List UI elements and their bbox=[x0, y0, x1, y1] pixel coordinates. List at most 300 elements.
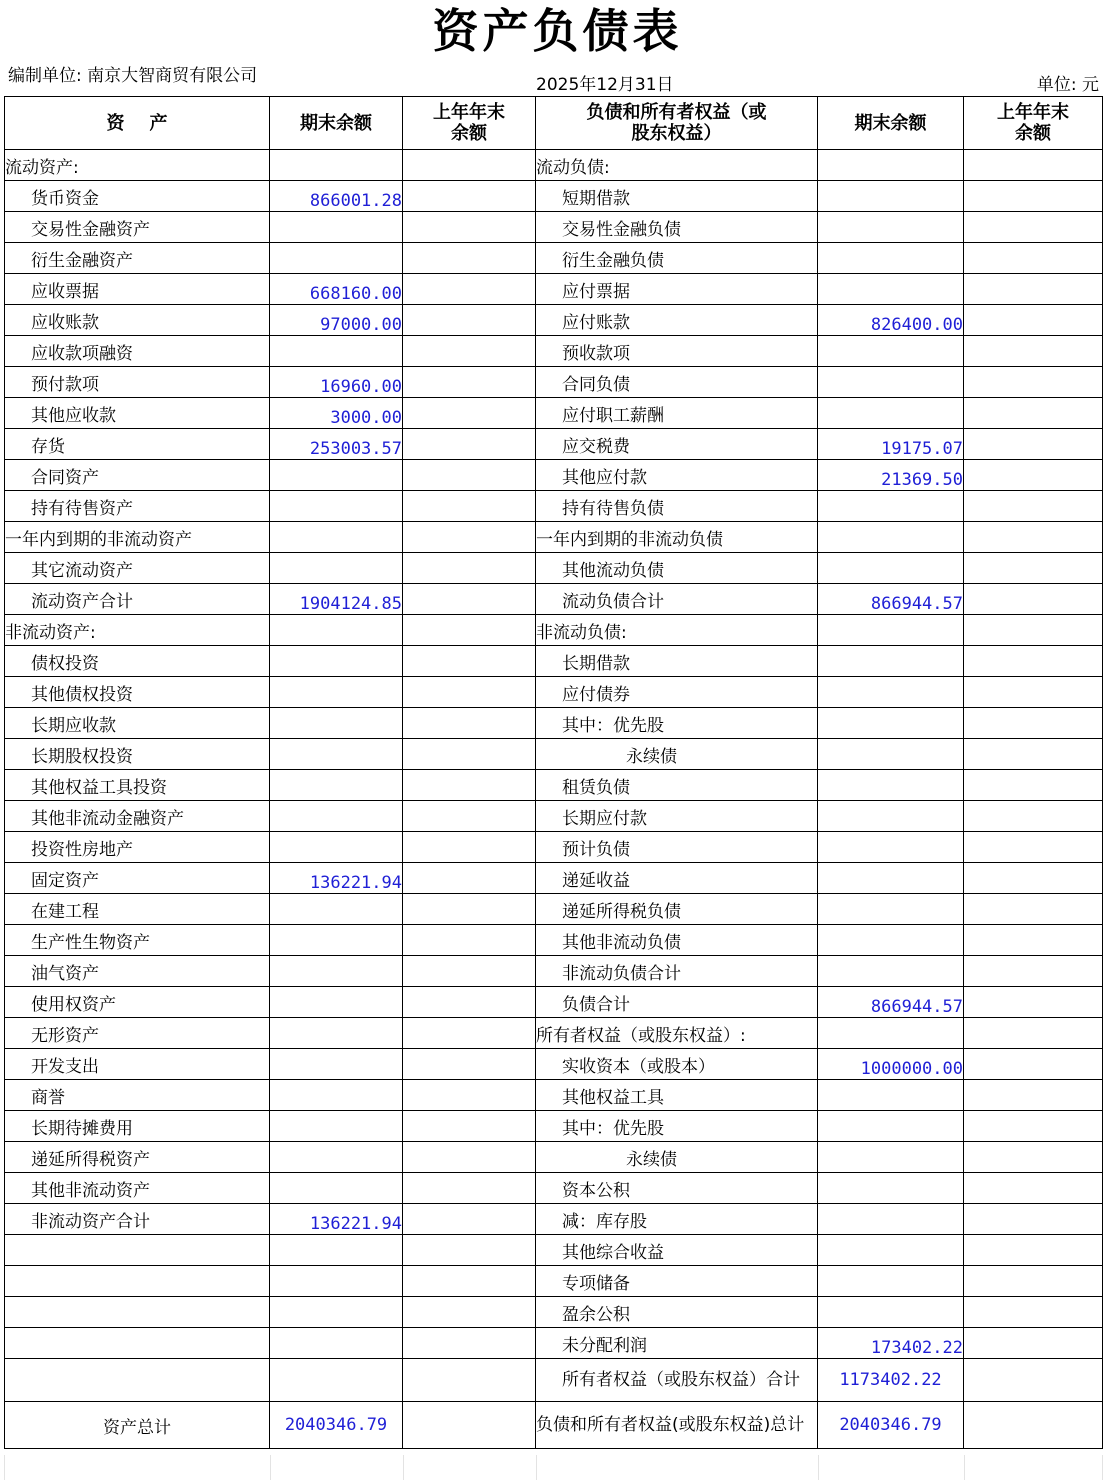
liability-end-balance[interactable] bbox=[818, 1173, 964, 1204]
table-row bbox=[5, 212, 1103, 243]
asset-prev-balance[interactable] bbox=[403, 1359, 536, 1402]
asset-end-balance[interactable] bbox=[270, 1049, 403, 1080]
asset-item-label[interactable]: 预付款项 bbox=[5, 367, 270, 398]
col-header-assets[interactable]: 资 产 bbox=[5, 97, 270, 150]
asset-item-label[interactable]: 使用权资产 bbox=[5, 987, 270, 1018]
liability-item-label[interactable]: 所有者权益（或股东权益）: bbox=[536, 1018, 818, 1049]
sheet-gridline bbox=[818, 1455, 819, 1480]
liability-end-balance[interactable] bbox=[818, 646, 964, 677]
asset-end-balance[interactable] bbox=[270, 925, 403, 956]
liability-prev-balance[interactable] bbox=[964, 1080, 1103, 1111]
asset-end-balance[interactable] bbox=[270, 1266, 403, 1297]
asset-prev-balance[interactable] bbox=[403, 1018, 536, 1049]
asset-item-label[interactable]: 应收票据 bbox=[5, 274, 270, 305]
liability-prev-balance[interactable] bbox=[964, 925, 1103, 956]
liability-prev-balance[interactable] bbox=[964, 460, 1103, 491]
liability-end-balance[interactable] bbox=[818, 1080, 964, 1111]
asset-end-balance[interactable] bbox=[270, 894, 403, 925]
liability-item-label[interactable]: 流动负债合计 bbox=[536, 584, 818, 615]
asset-end-balance[interactable] bbox=[270, 150, 403, 181]
table-row bbox=[5, 832, 1103, 863]
preparer-unit: 编制单位: 南京大智商贸有限公司 bbox=[8, 66, 258, 86]
asset-prev-balance[interactable] bbox=[403, 336, 536, 367]
liability-end-balance[interactable] bbox=[818, 1142, 964, 1173]
liability-end-balance[interactable] bbox=[818, 336, 964, 367]
asset-end-balance[interactable]: 16960.00 bbox=[270, 367, 403, 398]
liability-item-label[interactable]: 实收资本（或股本） bbox=[536, 1049, 818, 1080]
asset-item-label[interactable]: 存货 bbox=[5, 429, 270, 460]
asset-item-label[interactable]: 流动资产: bbox=[5, 150, 270, 181]
table-row bbox=[5, 305, 1103, 336]
liability-prev-balance[interactable] bbox=[964, 832, 1103, 863]
liability-prev-balance[interactable] bbox=[964, 739, 1103, 770]
asset-prev-balance[interactable] bbox=[403, 522, 536, 553]
liability-item-label[interactable]: 租赁负债 bbox=[536, 770, 818, 801]
table-row bbox=[5, 1328, 1103, 1359]
liability-item-label[interactable]: 长期应付款 bbox=[536, 801, 818, 832]
liability-item-label[interactable]: 衍生金融负债 bbox=[536, 243, 818, 274]
col-header-liabilities-equity[interactable]: 负债和所有者权益（或股东权益） bbox=[536, 97, 818, 150]
liability-prev-balance[interactable] bbox=[964, 1235, 1103, 1266]
asset-item-label[interactable]: 油气资产 bbox=[5, 956, 270, 987]
liability-end-balance[interactable] bbox=[818, 212, 964, 243]
currency-unit: 单位: 元 bbox=[1036, 75, 1099, 95]
asset-prev-balance[interactable] bbox=[403, 398, 536, 429]
liability-prev-balance[interactable] bbox=[964, 1142, 1103, 1173]
asset-prev-balance[interactable] bbox=[403, 615, 536, 646]
asset-item-label[interactable]: 投资性房地产 bbox=[5, 832, 270, 863]
balance-sheet-table bbox=[4, 96, 1103, 1449]
table-row bbox=[5, 646, 1103, 677]
table-row bbox=[5, 522, 1103, 553]
liability-prev-balance[interactable] bbox=[964, 584, 1103, 615]
liability-prev-balance[interactable] bbox=[964, 491, 1103, 522]
table-row bbox=[5, 894, 1103, 925]
asset-item-label[interactable]: 一年内到期的非流动资产 bbox=[5, 522, 270, 553]
liability-item-label[interactable]: 其他流动负债 bbox=[536, 553, 818, 584]
asset-end-balance[interactable] bbox=[270, 646, 403, 677]
liability-item-label[interactable]: 预计负债 bbox=[536, 832, 818, 863]
asset-item-label[interactable]: 长期待摊费用 bbox=[5, 1111, 270, 1142]
report-title: 资产负债表 bbox=[432, 4, 683, 58]
asset-prev-balance[interactable] bbox=[403, 491, 536, 522]
asset-end-balance[interactable] bbox=[270, 553, 403, 584]
asset-item-label[interactable]: 长期应收款 bbox=[5, 708, 270, 739]
liability-end-balance[interactable] bbox=[818, 1235, 964, 1266]
col-header-liab-end-balance[interactable]: 期末余额 bbox=[818, 97, 964, 150]
liability-prev-balance[interactable] bbox=[964, 1111, 1103, 1142]
table-row bbox=[5, 150, 1103, 181]
liability-item-label[interactable]: 减：库存股 bbox=[536, 1204, 818, 1235]
asset-end-balance[interactable] bbox=[270, 801, 403, 832]
asset-end-balance[interactable] bbox=[270, 956, 403, 987]
liability-end-balance[interactable] bbox=[818, 491, 964, 522]
asset-item-label[interactable]: 交易性金融资产 bbox=[5, 212, 270, 243]
table-row bbox=[5, 801, 1103, 832]
liability-item-label[interactable]: 非流动负债合计 bbox=[536, 956, 818, 987]
liability-prev-balance[interactable] bbox=[964, 553, 1103, 584]
liability-end-balance[interactable] bbox=[818, 150, 964, 181]
liability-end-balance[interactable] bbox=[818, 863, 964, 894]
liability-prev-balance[interactable] bbox=[964, 894, 1103, 925]
asset-item-label[interactable]: 非流动资产: bbox=[5, 615, 270, 646]
liability-end-balance[interactable] bbox=[818, 1297, 964, 1328]
liability-end-balance[interactable]: 19175.07 bbox=[818, 429, 964, 460]
liability-prev-balance[interactable] bbox=[964, 1173, 1103, 1204]
table-row bbox=[5, 863, 1103, 894]
liability-item-label[interactable]: 永续债 bbox=[536, 1142, 818, 1173]
liability-item-label[interactable]: 资本公积 bbox=[536, 1173, 818, 1204]
liability-item-label[interactable]: 应付账款 bbox=[536, 305, 818, 336]
liability-item-label[interactable]: 一年内到期的非流动负债 bbox=[536, 522, 818, 553]
asset-prev-balance[interactable] bbox=[403, 739, 536, 770]
liability-item-label[interactable]: 持有待售负债 bbox=[536, 491, 818, 522]
asset-end-balance[interactable] bbox=[270, 460, 403, 491]
liability-prev-balance[interactable] bbox=[964, 615, 1103, 646]
liability-end-balance[interactable] bbox=[818, 243, 964, 274]
col-header-asset-prev-balance[interactable]: 上年年末余额 bbox=[403, 97, 536, 150]
liability-end-balance[interactable] bbox=[818, 739, 964, 770]
table-row bbox=[5, 460, 1103, 491]
asset-prev-balance[interactable] bbox=[403, 553, 536, 584]
liability-item-label[interactable]: 其中：优先股 bbox=[536, 1111, 818, 1142]
asset-end-balance[interactable]: 253003.57 bbox=[270, 429, 403, 460]
table-row bbox=[5, 1359, 1103, 1402]
liability-prev-balance[interactable] bbox=[964, 367, 1103, 398]
liability-item-label[interactable]: 永续债 bbox=[536, 739, 818, 770]
asset-prev-balance[interactable] bbox=[403, 212, 536, 243]
liability-item-label[interactable]: 应付票据 bbox=[536, 274, 818, 305]
liability-item-label[interactable]: 交易性金融负债 bbox=[536, 212, 818, 243]
asset-end-balance[interactable] bbox=[270, 1142, 403, 1173]
liability-prev-balance[interactable] bbox=[964, 1018, 1103, 1049]
liability-end-balance[interactable] bbox=[818, 181, 964, 212]
table-row bbox=[5, 1142, 1103, 1173]
sheet-gridline bbox=[4, 1455, 5, 1480]
asset-end-balance[interactable] bbox=[270, 1235, 403, 1266]
asset-item-label[interactable]: 开发支出 bbox=[5, 1049, 270, 1080]
grand-total-row bbox=[5, 1402, 1103, 1449]
liability-item-label[interactable]: 盈余公积 bbox=[536, 1297, 818, 1328]
table-row bbox=[5, 1235, 1103, 1266]
asset-prev-balance[interactable] bbox=[403, 274, 536, 305]
table-row bbox=[5, 739, 1103, 770]
liability-item-label[interactable]: 其他综合收益 bbox=[536, 1235, 818, 1266]
asset-end-balance[interactable] bbox=[270, 708, 403, 739]
liability-item-label[interactable]: 其他非流动负债 bbox=[536, 925, 818, 956]
liability-end-balance[interactable] bbox=[818, 367, 964, 398]
liability-prev-balance[interactable] bbox=[964, 770, 1103, 801]
asset-end-balance[interactable] bbox=[270, 491, 403, 522]
table-row bbox=[5, 1204, 1103, 1235]
liability-prev-balance[interactable] bbox=[964, 1204, 1103, 1235]
liability-item-label[interactable]: 其他应付款 bbox=[536, 460, 818, 491]
table-row bbox=[5, 925, 1103, 956]
liability-prev-balance[interactable] bbox=[964, 646, 1103, 677]
liability-prev-balance[interactable] bbox=[964, 274, 1103, 305]
asset-prev-balance[interactable] bbox=[403, 1111, 536, 1142]
liability-item-label[interactable]: 非流动负债: bbox=[536, 615, 818, 646]
table-row bbox=[5, 677, 1103, 708]
liability-prev-balance[interactable] bbox=[964, 150, 1103, 181]
liability-end-balance[interactable] bbox=[818, 615, 964, 646]
asset-end-balance[interactable] bbox=[270, 1173, 403, 1204]
liab-equity-total-prev[interactable] bbox=[964, 1402, 1103, 1449]
liability-item-label[interactable]: 应付职工薪酬 bbox=[536, 398, 818, 429]
asset-prev-balance[interactable] bbox=[403, 460, 536, 491]
asset-end-balance[interactable] bbox=[270, 1297, 403, 1328]
asset-end-balance[interactable]: 97000.00 bbox=[270, 305, 403, 336]
liab-equity-total-value[interactable]: 2040346.79 bbox=[818, 1402, 964, 1449]
asset-item-label[interactable]: 流动资产合计 bbox=[5, 584, 270, 615]
asset-prev-balance[interactable] bbox=[403, 801, 536, 832]
asset-item-label[interactable]: 其他非流动资产 bbox=[5, 1173, 270, 1204]
liability-prev-balance[interactable] bbox=[964, 677, 1103, 708]
liability-prev-balance[interactable] bbox=[964, 305, 1103, 336]
asset-item-label[interactable] bbox=[5, 1359, 270, 1402]
liability-prev-balance[interactable] bbox=[964, 522, 1103, 553]
asset-prev-balance[interactable] bbox=[403, 925, 536, 956]
liability-item-label[interactable]: 长期借款 bbox=[536, 646, 818, 677]
asset-total-prev[interactable] bbox=[403, 1402, 536, 1449]
liability-end-balance[interactable]: 1173402.22 bbox=[818, 1359, 964, 1402]
table-row bbox=[5, 367, 1103, 398]
table-row bbox=[5, 274, 1103, 305]
liability-end-balance[interactable] bbox=[818, 1266, 964, 1297]
liability-end-balance[interactable] bbox=[818, 1018, 964, 1049]
asset-prev-balance[interactable] bbox=[403, 1080, 536, 1111]
asset-item-label[interactable]: 其他应收款 bbox=[5, 398, 270, 429]
asset-prev-balance[interactable] bbox=[403, 770, 536, 801]
asset-item-label[interactable] bbox=[5, 1235, 270, 1266]
liability-end-balance[interactable]: 1000000.00 bbox=[818, 1049, 964, 1080]
asset-prev-balance[interactable] bbox=[403, 708, 536, 739]
asset-end-balance[interactable] bbox=[270, 832, 403, 863]
asset-end-balance[interactable] bbox=[270, 336, 403, 367]
liability-prev-balance[interactable] bbox=[964, 708, 1103, 739]
asset-prev-balance[interactable] bbox=[403, 1049, 536, 1080]
asset-item-label[interactable]: 递延所得税资产 bbox=[5, 1142, 270, 1173]
asset-end-balance[interactable] bbox=[270, 1080, 403, 1111]
liability-item-label[interactable]: 应付债券 bbox=[536, 677, 818, 708]
liability-end-balance[interactable] bbox=[818, 274, 964, 305]
asset-item-label[interactable]: 货币资金 bbox=[5, 181, 270, 212]
asset-prev-balance[interactable] bbox=[403, 987, 536, 1018]
liability-item-label[interactable]: 短期借款 bbox=[536, 181, 818, 212]
liability-item-label[interactable]: 递延所得税负债 bbox=[536, 894, 818, 925]
liability-item-label[interactable]: 未分配利润 bbox=[536, 1328, 818, 1359]
asset-total-value[interactable]: 2040346.79 bbox=[270, 1402, 403, 1449]
liability-prev-balance[interactable] bbox=[964, 1266, 1103, 1297]
liability-prev-balance[interactable] bbox=[964, 956, 1103, 987]
asset-end-balance[interactable]: 668160.00 bbox=[270, 274, 403, 305]
liability-prev-balance[interactable] bbox=[964, 181, 1103, 212]
liability-item-label[interactable]: 应交税费 bbox=[536, 429, 818, 460]
asset-end-balance[interactable]: 3000.00 bbox=[270, 398, 403, 429]
asset-prev-balance[interactable] bbox=[403, 1328, 536, 1359]
liability-prev-balance[interactable] bbox=[964, 336, 1103, 367]
asset-prev-balance[interactable] bbox=[403, 584, 536, 615]
table-row bbox=[5, 1297, 1103, 1328]
asset-end-balance[interactable] bbox=[270, 1328, 403, 1359]
table-row bbox=[5, 1111, 1103, 1142]
asset-end-balance[interactable] bbox=[270, 522, 403, 553]
asset-end-balance[interactable]: 1904124.85 bbox=[270, 584, 403, 615]
asset-item-label[interactable] bbox=[5, 1266, 270, 1297]
asset-end-balance[interactable] bbox=[270, 615, 403, 646]
table-row bbox=[5, 429, 1103, 460]
asset-item-label[interactable]: 在建工程 bbox=[5, 894, 270, 925]
col-header-asset-end-balance[interactable]: 期末余额 bbox=[270, 97, 403, 150]
asset-prev-balance[interactable] bbox=[403, 429, 536, 460]
liability-end-balance[interactable]: 21369.50 bbox=[818, 460, 964, 491]
table-row bbox=[5, 491, 1103, 522]
sheet-gridline bbox=[1102, 1455, 1103, 1480]
asset-item-label[interactable]: 衍生金融资产 bbox=[5, 243, 270, 274]
asset-prev-balance[interactable] bbox=[403, 863, 536, 894]
asset-end-balance[interactable] bbox=[270, 1018, 403, 1049]
asset-item-label[interactable]: 应收款项融资 bbox=[5, 336, 270, 367]
sheet-gridline bbox=[270, 1455, 271, 1480]
asset-prev-balance[interactable] bbox=[403, 1204, 536, 1235]
liability-prev-balance[interactable] bbox=[964, 1049, 1103, 1080]
liability-end-balance[interactable] bbox=[818, 398, 964, 429]
liability-end-balance[interactable] bbox=[818, 894, 964, 925]
table-row bbox=[5, 956, 1103, 987]
asset-item-label[interactable]: 持有待售资产 bbox=[5, 491, 270, 522]
table-row bbox=[5, 1049, 1103, 1080]
liability-end-balance[interactable] bbox=[818, 832, 964, 863]
liability-prev-balance[interactable] bbox=[964, 1328, 1103, 1359]
table-row bbox=[5, 584, 1103, 615]
asset-item-label[interactable]: 其它流动资产 bbox=[5, 553, 270, 584]
liability-item-label[interactable]: 流动负债: bbox=[536, 150, 818, 181]
asset-item-label[interactable] bbox=[5, 1328, 270, 1359]
liability-end-balance[interactable] bbox=[818, 1204, 964, 1235]
liability-prev-balance[interactable] bbox=[964, 801, 1103, 832]
liability-item-label[interactable]: 合同负债 bbox=[536, 367, 818, 398]
liability-item-label[interactable]: 其他权益工具 bbox=[536, 1080, 818, 1111]
asset-end-balance[interactable] bbox=[270, 1359, 403, 1402]
asset-prev-balance[interactable] bbox=[403, 1266, 536, 1297]
asset-end-balance[interactable]: 866001.28 bbox=[270, 181, 403, 212]
asset-end-balance[interactable] bbox=[270, 243, 403, 274]
liability-end-balance[interactable] bbox=[818, 708, 964, 739]
liability-prev-balance[interactable] bbox=[964, 987, 1103, 1018]
asset-item-label[interactable]: 固定资产 bbox=[5, 863, 270, 894]
asset-prev-balance[interactable] bbox=[403, 150, 536, 181]
liability-item-label[interactable]: 递延收益 bbox=[536, 863, 818, 894]
asset-prev-balance[interactable] bbox=[403, 646, 536, 677]
liability-item-label[interactable]: 预收款项 bbox=[536, 336, 818, 367]
asset-item-label[interactable]: 其他债权投资 bbox=[5, 677, 270, 708]
liability-end-balance[interactable] bbox=[818, 522, 964, 553]
asset-prev-balance[interactable] bbox=[403, 956, 536, 987]
liability-end-balance[interactable] bbox=[818, 677, 964, 708]
asset-prev-balance[interactable] bbox=[403, 894, 536, 925]
liab-equity-total-label[interactable]: 负债和所有者权益(或股东权益)总计 bbox=[536, 1402, 818, 1449]
liability-end-balance[interactable] bbox=[818, 1111, 964, 1142]
table-row bbox=[5, 181, 1103, 212]
asset-end-balance[interactable] bbox=[270, 987, 403, 1018]
liability-prev-balance[interactable] bbox=[964, 212, 1103, 243]
asset-item-label[interactable] bbox=[5, 1297, 270, 1328]
asset-item-label[interactable]: 其他非流动金融资产 bbox=[5, 801, 270, 832]
table-row bbox=[5, 708, 1103, 739]
asset-prev-balance[interactable] bbox=[403, 1142, 536, 1173]
liability-end-balance[interactable] bbox=[818, 553, 964, 584]
table-row bbox=[5, 1080, 1103, 1111]
asset-end-balance[interactable]: 136221.94 bbox=[270, 863, 403, 894]
asset-prev-balance[interactable] bbox=[403, 305, 536, 336]
asset-item-label[interactable]: 债权投资 bbox=[5, 646, 270, 677]
asset-item-label[interactable]: 长期股权投资 bbox=[5, 739, 270, 770]
asset-item-label[interactable]: 合同资产 bbox=[5, 460, 270, 491]
asset-end-balance[interactable] bbox=[270, 677, 403, 708]
asset-end-balance[interactable]: 136221.94 bbox=[270, 1204, 403, 1235]
asset-end-balance[interactable] bbox=[270, 212, 403, 243]
table-row bbox=[5, 553, 1103, 584]
asset-end-balance[interactable] bbox=[270, 739, 403, 770]
table-row bbox=[5, 1173, 1103, 1204]
col-header-liab-prev-balance[interactable]: 上年年末余额 bbox=[964, 97, 1103, 150]
liability-prev-balance[interactable] bbox=[964, 1359, 1103, 1402]
table-row bbox=[5, 398, 1103, 429]
asset-item-label[interactable]: 生产性生物资产 bbox=[5, 925, 270, 956]
asset-prev-balance[interactable] bbox=[403, 243, 536, 274]
asset-end-balance[interactable] bbox=[270, 770, 403, 801]
liability-prev-balance[interactable] bbox=[964, 398, 1103, 429]
liability-end-balance[interactable] bbox=[818, 770, 964, 801]
asset-prev-balance[interactable] bbox=[403, 367, 536, 398]
liability-end-balance[interactable] bbox=[818, 925, 964, 956]
liability-item-label[interactable]: 所有者权益（或股东权益）合计 bbox=[536, 1359, 818, 1402]
sheet-gridline bbox=[536, 1455, 537, 1480]
asset-prev-balance[interactable] bbox=[403, 832, 536, 863]
liability-item-label[interactable]: 负债合计 bbox=[536, 987, 818, 1018]
liability-end-balance[interactable]: 173402.22 bbox=[818, 1328, 964, 1359]
asset-prev-balance[interactable] bbox=[403, 1297, 536, 1328]
liability-item-label[interactable]: 专项储备 bbox=[536, 1266, 818, 1297]
table-row bbox=[5, 1266, 1103, 1297]
liability-end-balance[interactable]: 866944.57 bbox=[818, 584, 964, 615]
liability-prev-balance[interactable] bbox=[964, 429, 1103, 460]
asset-item-label[interactable]: 非流动资产合计 bbox=[5, 1204, 270, 1235]
asset-end-balance[interactable] bbox=[270, 1111, 403, 1142]
asset-item-label[interactable]: 无形资产 bbox=[5, 1018, 270, 1049]
header-row bbox=[5, 97, 1103, 150]
asset-item-label[interactable]: 商誉 bbox=[5, 1080, 270, 1111]
liability-end-balance[interactable] bbox=[818, 956, 964, 987]
liability-prev-balance[interactable] bbox=[964, 1297, 1103, 1328]
asset-prev-balance[interactable] bbox=[403, 1235, 536, 1266]
liability-end-balance[interactable]: 826400.00 bbox=[818, 305, 964, 336]
asset-item-label[interactable]: 其他权益工具投资 bbox=[5, 770, 270, 801]
asset-item-label[interactable]: 应收账款 bbox=[5, 305, 270, 336]
liability-item-label[interactable]: 其中：优先股 bbox=[536, 708, 818, 739]
liability-prev-balance[interactable] bbox=[964, 243, 1103, 274]
table-row bbox=[5, 987, 1103, 1018]
asset-prev-balance[interactable] bbox=[403, 1173, 536, 1204]
asset-prev-balance[interactable] bbox=[403, 677, 536, 708]
report-date: 2025年12月31日 bbox=[536, 75, 674, 95]
liability-end-balance[interactable] bbox=[818, 801, 964, 832]
table-row bbox=[5, 615, 1103, 646]
liability-prev-balance[interactable] bbox=[964, 863, 1103, 894]
asset-total-label[interactable]: 资产总计 bbox=[5, 1402, 270, 1449]
asset-prev-balance[interactable] bbox=[403, 181, 536, 212]
liability-end-balance[interactable]: 866944.57 bbox=[818, 987, 964, 1018]
